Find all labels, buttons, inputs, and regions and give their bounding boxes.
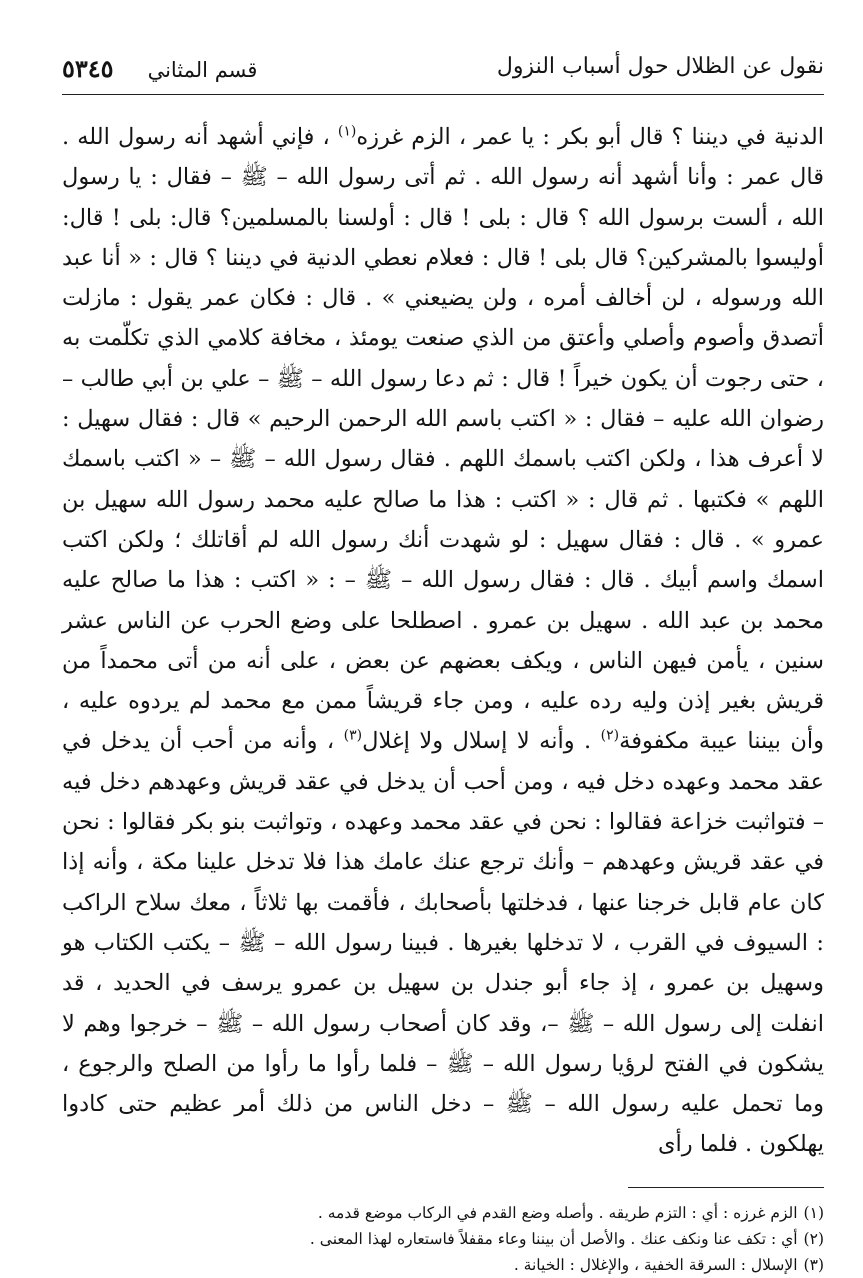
footnote-text: الزم غرزه : أي : التزم طريقه . وأصله وضع القدم في الركاب موضع قدمه .: [317, 1203, 798, 1222]
footnote-3: [62, 1252, 824, 1278]
header-left-group: [62, 54, 257, 83]
body-segment-2: ، فإني أشهد أنه رسول الله . قال عمر : وأنا أشهد أنه رسول الله . ثم أتى رسول الله – ﷺ – فقال : يا رسول الله ، ألست برسول الله ؟ قال : بلى ! قال : أولسنا بالمسلمين؟ قال: بلى ! قال: أوليسوا بالمشركين؟ قال بلى ! قال : فعلام نعطي الدنية في ديننا ؟ قال : « أنا عبد الله ورسوله ، لن أخالف أمره ، ولن يضيعني » . قال : فكان عمر يقول : مازلت أتصدق وأصوم وأصلي وأعتق من الذي صنعت يومئذ ، مخافة كلامي الذي تكلّمت به ، حتى رجوت أن يكون خيراً ! قال : ثم دعا رسول الله – ﷺ – علي بن أبي طالب – رضوان الله عليه – فقال : « اكتب باسم الله الرحمن الرحيم » قال : فقال سهيل : لا أعرف هذا ، ولكن اكتب باسمك اللهم . فقال رسول الله – ﷺ – « اكتب باسمك اللهم » فكتبها . ثم قال : « اكتب : هذا ما صالح عليه محمد رسول الله سهيل بن عمرو » . قال : فقال سهيل : لو شهدت أنك رسول الله لم أقاتلك ؛ ولكن اكتب اسمك واسم أبيك . قال : فقال رسول الله – ﷺ – : « اكتب : هذا ما صالح عليه محمد بن عبد الله . سهيل بن عمرو . اصطلحا على وضع الحرب عن الناس عشر سنين ، يأمن فيهن الناس ، ويكف بعضهم عن بعض ، على أنه من أتى محمداً من قريش بغير إذن وليه رده عليه ، ومن جاء قريشاً ممن مع محمد لم يردوه عليه ، وأن بيننا عيبة مكفوفة: [62, 124, 824, 755]
footnote-text: أي : تكف عنا ونكف عنك . والأصل أن بيننا وعاء مقفلاً فاستعاره لهذا المعنى .: [309, 1229, 798, 1248]
body-segment-1: الدنية في ديننا ؟ قال أبو بكر : يا عمر ، الزم غرزه: [356, 124, 824, 150]
body-segment-3: . وأنه لا إسلال ولا إغلال: [362, 728, 601, 755]
footnote-divider: [628, 1187, 824, 1188]
book-page: [62, 48, 824, 1274]
footnote-ref-1: (١): [337, 123, 357, 140]
section-name: قسم المثاني: [147, 58, 258, 82]
running-header: [62, 48, 824, 95]
footnote-number: (٣): [803, 1255, 824, 1274]
footnote-number: (٢): [803, 1229, 824, 1248]
main-text: [62, 117, 824, 1165]
footnote-ref-3: (٣): [343, 727, 363, 744]
page-number: ٥٣٤٥: [62, 54, 114, 83]
running-title: نقول عن الظلال حول أسباب النزول: [496, 54, 824, 79]
footnote-text: الإسلال : السرقة الخفية ، والإغلال : الخيانة .: [513, 1255, 798, 1274]
footnote-2: [62, 1226, 824, 1252]
footnote-ref-2: (٢): [600, 727, 620, 744]
body-segment-4: ، وأنه من أحب أن يدخل في عقد محمد وعهده دخل فيه ، ومن أحب أن يدخل في عقد قريش وعهدهم دخل فيه – فتواثبت خزاعة فقالوا : نحن في عقد محمد وعهده ، وتواثبت بنو بكر فقالوا : نحن في عقد قريش وعهدهم – وأنك ترجع عنك عامك هذا فلا تدخل علينا مكة ، وأنه إذا كان عام قابل خرجنا عنها ، فدخلتها بأصحابك ، فأقمت بها ثلاثاً ، معك سلاح الراكب : السيوف في القرب ، لا تدخلها بغيرها . فبينا رسول الله – ﷺ – يكتب الكتاب هو وسهيل بن عمرو ، إذ جاء أبو جندل بن سهيل بن عمرو يرسف في الحديد ، قد انفلت إلى رسول الله – ﷺ –، وقد كان أصحاب رسول الله – ﷺ – خرجوا وهم لا يشكون في الفتح لرؤيا رسول الله – ﷺ – فلما رأوا ما رأوا من الصلح والرجوع ، وما تحمل عليه رسول الله – ﷺ – دخل الناس من ذلك أمر عظيم حتى كادوا يهلكون . فلما رأى: [62, 728, 824, 1158]
body-paragraph: [62, 117, 824, 1165]
footnotes: [62, 1200, 824, 1278]
footnote-1: [62, 1200, 824, 1226]
footnote-number: (١): [803, 1203, 824, 1222]
